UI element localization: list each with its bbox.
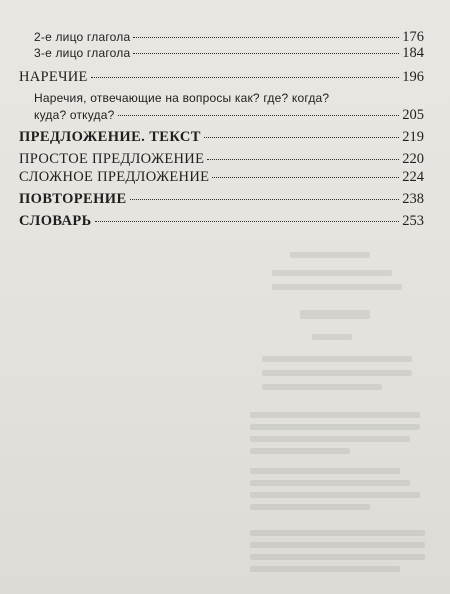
toc-entry-label: 2-е лицо глагола (34, 30, 131, 44)
toc-page-number: 219 (402, 129, 424, 145)
toc-entry (19, 192, 424, 207)
toc-leader-dots (130, 199, 400, 200)
toc-leader-dots (95, 221, 400, 222)
toc-entry-label: 3-е лицо глагола (34, 46, 131, 60)
toc-page-number: 176 (402, 29, 424, 45)
toc-leader-dots (133, 53, 399, 54)
toc-page-number: 196 (402, 69, 424, 85)
toc-entry-label: СЛОВАРЬ (19, 213, 92, 229)
toc-entry-label: ПРОСТОЕ ПРЕДЛОЖЕНИЕ (19, 151, 205, 167)
toc-page-number: 253 (402, 213, 424, 229)
toc-leader-dots (91, 77, 400, 78)
show-through-texture (0, 240, 450, 594)
toc-entry-label-line2: куда? откуда? (34, 108, 115, 122)
toc-entry-label: ПОВТОРЕНИЕ (19, 191, 127, 207)
toc-entry (34, 108, 424, 123)
toc-page-number: 238 (402, 191, 424, 207)
toc-entry-label-line1: Наречия, отвечающие на вопросы как? где? когда? (34, 91, 330, 105)
toc-page-number: 224 (402, 169, 424, 185)
toc-page-number: 220 (402, 151, 424, 167)
toc-entry (19, 214, 424, 229)
toc-entry (19, 152, 424, 167)
toc-entry (34, 30, 424, 45)
toc-entry (34, 46, 424, 61)
toc-leader-dots (212, 177, 399, 178)
toc-entry-label: ПРЕДЛОЖЕНИЕ. ТЕКСТ (19, 129, 201, 145)
toc-leader-dots (207, 159, 399, 160)
toc-leader-dots (133, 37, 399, 38)
toc-entry-label: СЛОЖНОЕ ПРЕДЛОЖЕНИЕ (19, 169, 210, 185)
toc-leader-dots (118, 115, 400, 116)
toc-entry (19, 170, 424, 185)
toc-leader-dots (204, 137, 399, 138)
toc-page-number: 184 (402, 45, 424, 61)
toc-entry (19, 70, 424, 85)
toc-page-number: 205 (402, 107, 424, 123)
toc-entry-label: НАРЕЧИЕ (19, 69, 88, 85)
toc-entry (19, 130, 424, 145)
